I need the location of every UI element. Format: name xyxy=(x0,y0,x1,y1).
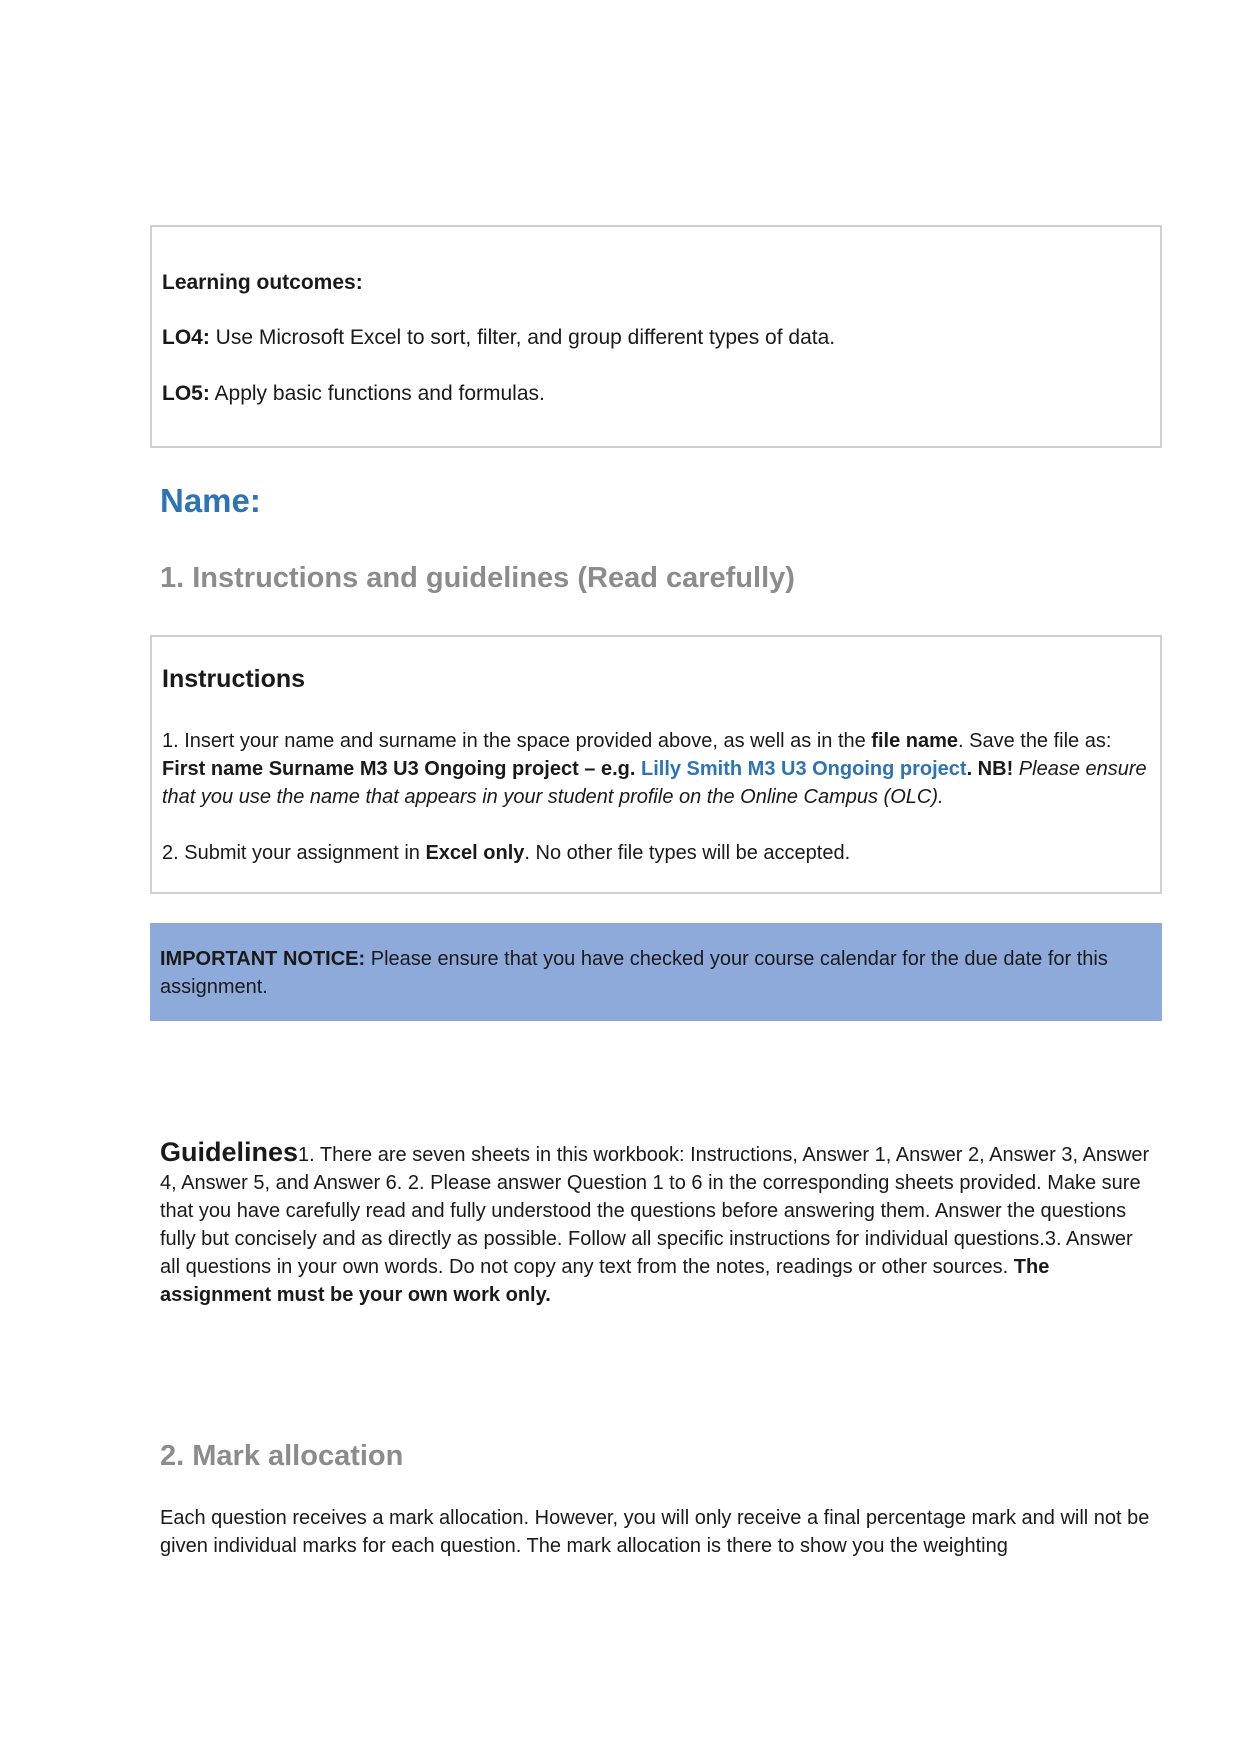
lo4-label: LO4: xyxy=(162,326,210,349)
instruction-1-text-a: 1. Insert your name and surname in the space provided above, as well as in the xyxy=(162,730,872,752)
lo4-line xyxy=(162,324,835,352)
important-notice-label: IMPORTANT NOTICE: xyxy=(160,948,366,970)
instructions-box xyxy=(150,635,1162,894)
instruction-1-example-link: Lilly Smith M3 U3 Ongoing project xyxy=(640,758,967,780)
instruction-2 xyxy=(162,839,1148,867)
important-notice xyxy=(150,923,1162,1021)
guidelines-bold-text: The assignment must be your own work only. xyxy=(160,1256,1050,1306)
instruction-1 xyxy=(162,727,1148,811)
instruction-1-format: First name Surname M3 U3 Ongoing project – e.g. xyxy=(162,758,641,780)
instruction-1-note: Please ensure that you use the name that appears in your student profile on the Online Campus (OLC). xyxy=(162,758,1147,808)
important-notice-text: Please ensure that you have checked your course calendar for the due date for this assignment. xyxy=(160,948,1108,998)
mark-allocation-text: Each question receives a mark allocation. However, you will only receive a final percentage mark and will not be given individual marks for each question. The mark allocation is there to show you the weighting xyxy=(160,1507,1150,1557)
name-heading: Name: xyxy=(160,482,261,519)
instruction-1-file-name: file name xyxy=(871,730,958,752)
guidelines-text: 1. There are seven sheets in this workbook: Instructions, Answer 1, Answer 2, Answer 3, Answer 4, Answer 5, and Answer 6. 2. Please answer Question 1 to 6 in the corresponding sheets provided. Make sure that you have carefully read and fully understood the questions before answering them. Answer the questions fully but concisely and as directly as possible. Follow all specific instructions for individual questions.3. Answer all questions in your own words. Do not copy any text from the notes, readings or other sources. xyxy=(160,1144,1150,1278)
instruction-1-nb: . NB! xyxy=(966,758,1014,780)
section-1-heading: 1. Instructions and guidelines (Read carefully) xyxy=(160,562,795,594)
instructions-title: Instructions xyxy=(162,665,306,693)
lo4-text: Use Microsoft Excel to sort, filter, and group different types of data. xyxy=(209,326,836,349)
learning-outcomes-box xyxy=(150,225,1162,448)
instruction-2-text-c: . No other file types will be accepted. xyxy=(524,842,851,864)
instruction-2-excel-only: Excel only xyxy=(425,842,525,864)
instruction-1-text-c: . Save the file as: xyxy=(958,730,1112,752)
instruction-2-text-a: 2. Submit your assignment in xyxy=(162,842,426,864)
guidelines-title: Guidelines xyxy=(160,1137,299,1167)
lo5-text: Apply basic functions and formulas. xyxy=(209,382,545,405)
guidelines-paragraph xyxy=(160,1138,1155,1309)
learning-outcomes-heading: Learning outcomes: xyxy=(162,271,363,294)
lo5-label: LO5: xyxy=(162,382,210,405)
lo5-line xyxy=(162,380,545,408)
section-2-heading: 2. Mark allocation xyxy=(160,1440,404,1472)
